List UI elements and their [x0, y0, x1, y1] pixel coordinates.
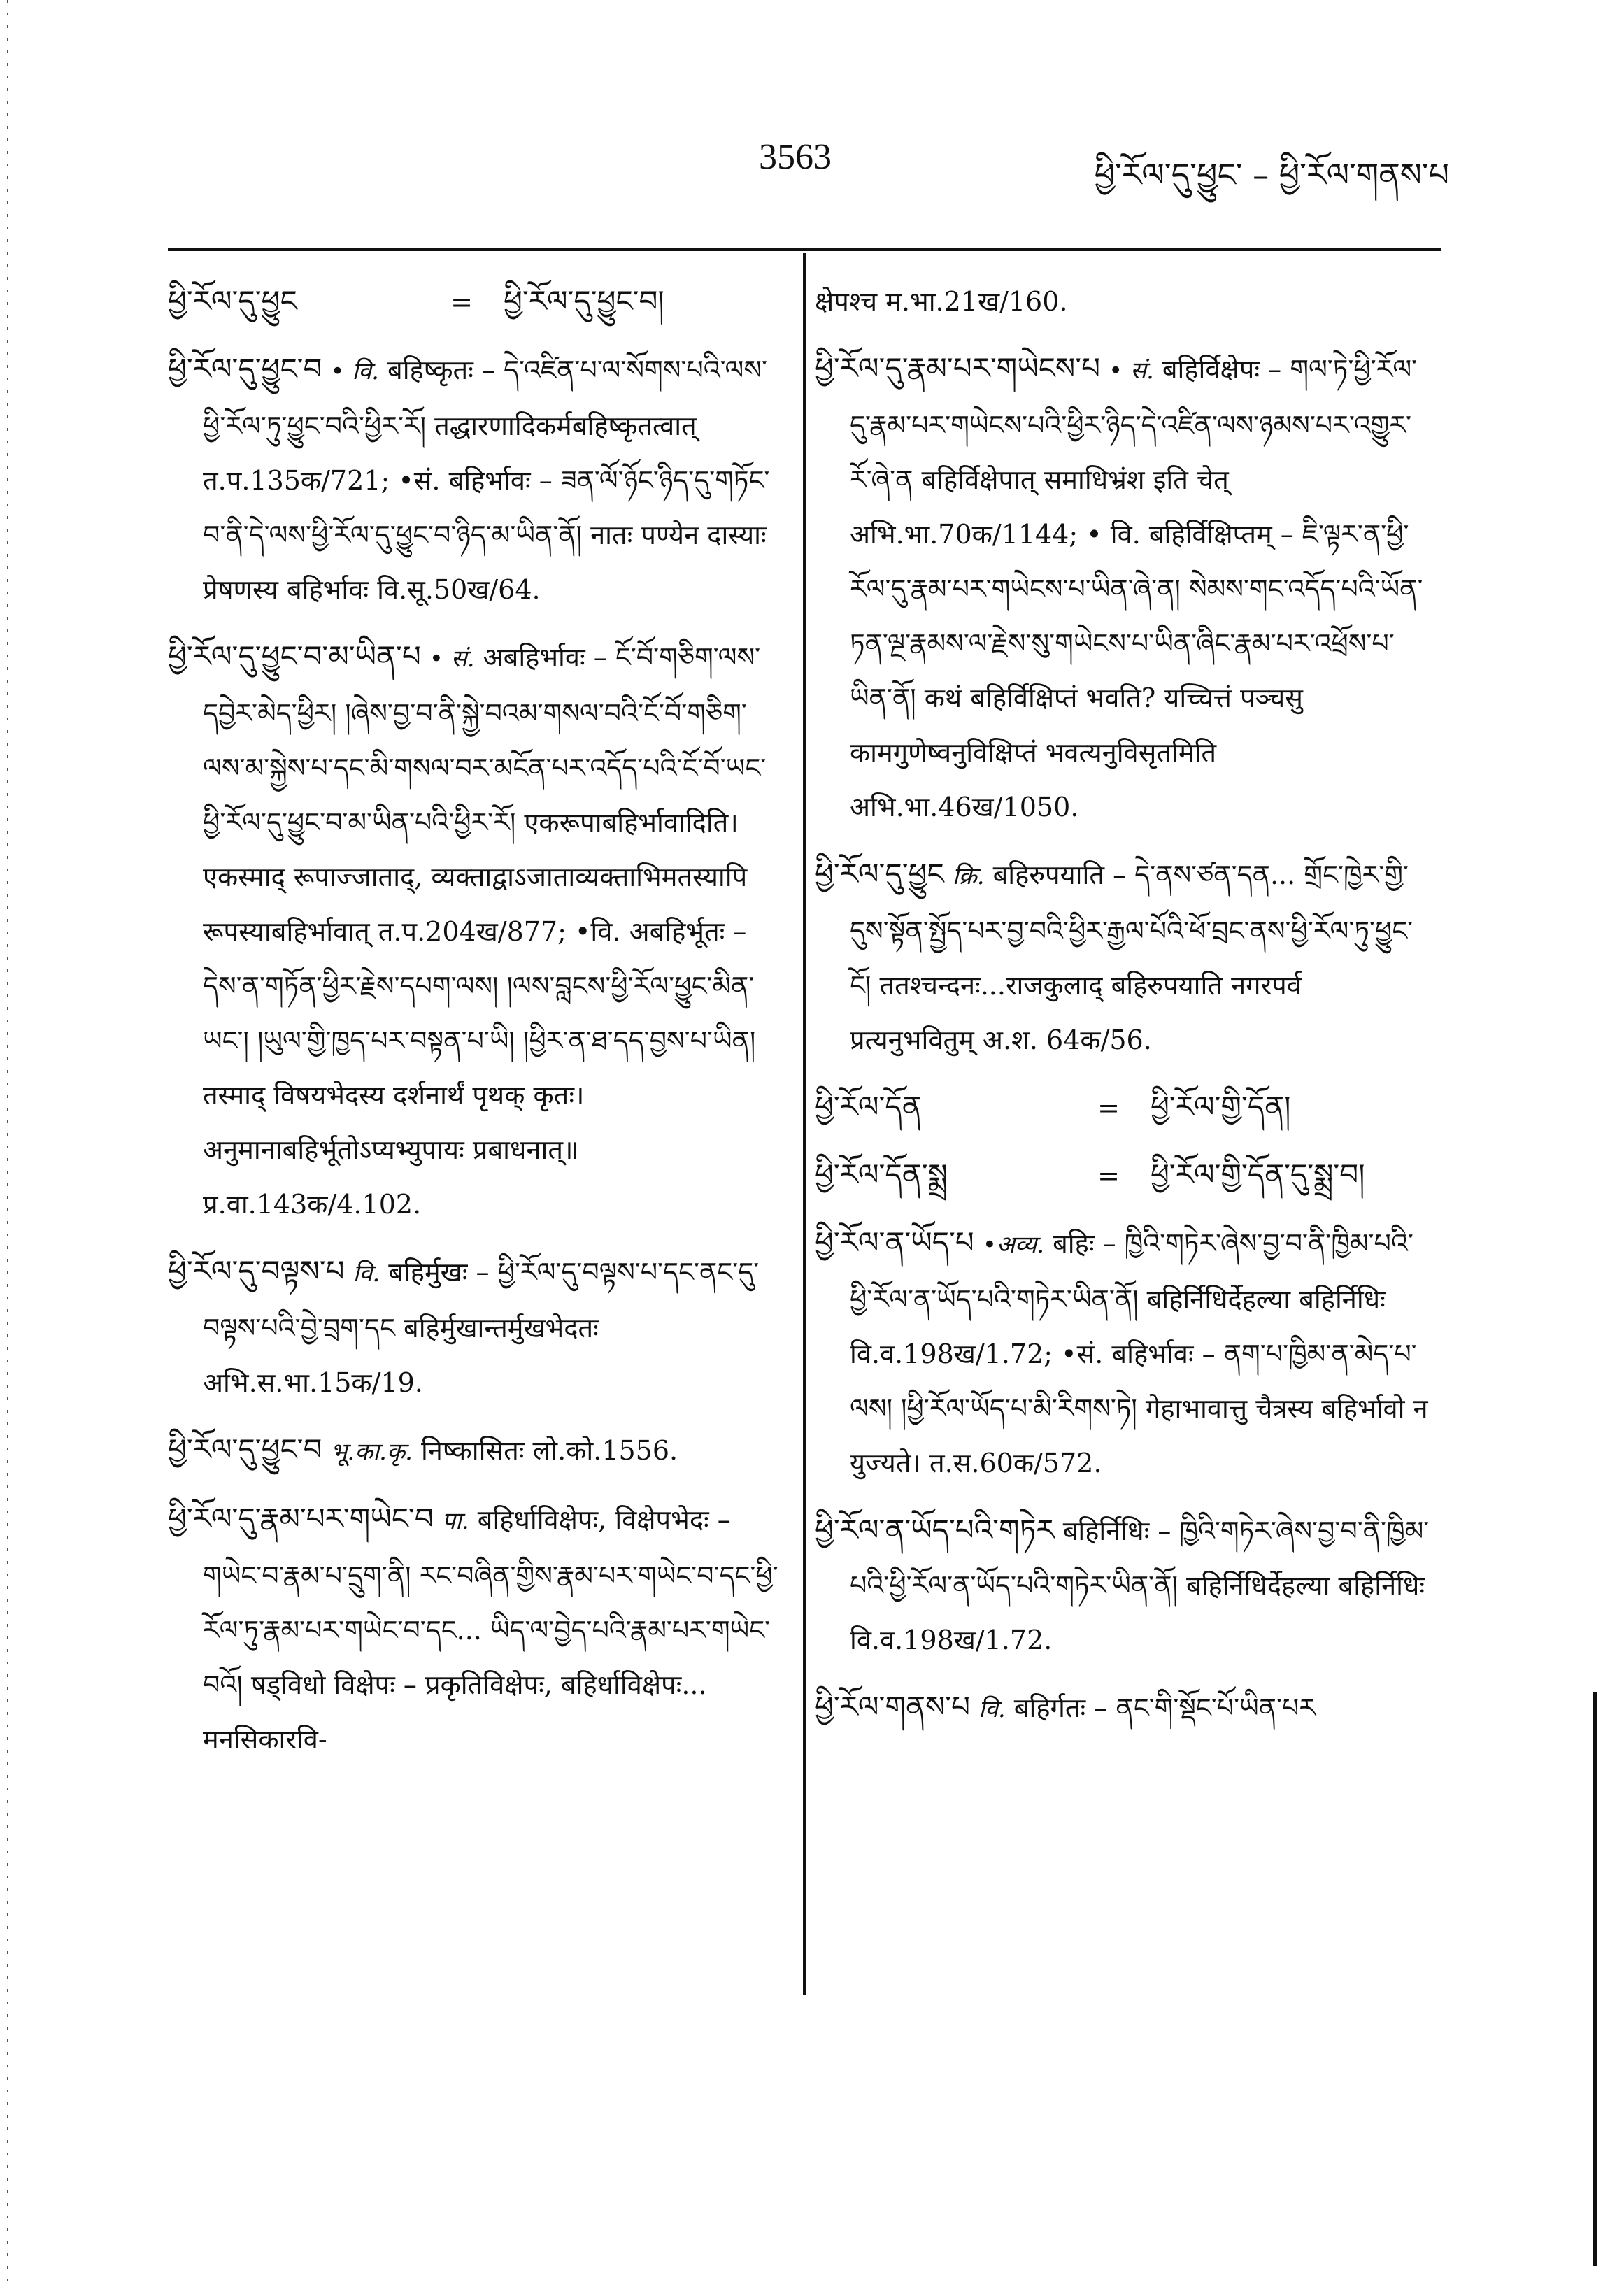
headword: ཕྱི་རོལ་དུ་ཕྱུང་བ་མ་ཡིན་པ	[168, 639, 421, 673]
cross-reference: ཕྱི་རོལ་གྱི་དོན།	[1151, 1090, 1291, 1124]
dictionary-entry	[168, 1244, 783, 1410]
dictionary-entry	[815, 1215, 1430, 1490]
xref-entry	[815, 1080, 1430, 1135]
grammar-tag: वि.	[978, 1695, 1006, 1723]
entry-body: अबहिर्भावः – ངོ་བོ་གཅིག་ལས་དབྱེར་མེད་ཕྱིར། །ཞེས་བྱ་བ་ནི་སྐྱེ་བའམ་གསལ་བའི་ངོ་བོ་གཅིག་ལས་མ་སྐྱེས་པ་དང་མི་གསལ་བར་མངོན་པར་འདོད་པའི་ངོ་བོ་ཡང་ཕྱི་རོལ་དུ་ཕྱུང་བ་མ་ཡིན་པའི་ཕྱིར་རོ། एकरूपाबहिर्भावादिति। एकस्माद् रूपाज्जाताद्, व्यक्ताद्वाऽजाताव्यक्ताभिमतस्यापि रूपस्याबहिर्भावात् त.प.204ख/877; •वि. अबहिर्भूतः – དེས་ན་གཏོན་ཕྱིར་རྗེས་དཔག་ལས། །ལས་བླངས་ཕྱི་རོལ་ཕྱུང་མིན་ཡང་། །ཡུལ་གྱི་ཁྱད་པར་བསྟན་པ་ཡི། །ཕྱིར་ན་ཐ་དད་བྱས་པ་ཡིན། तस्माद् विषयभेदस्य दर्शनार्थं पृथक् कृतः। अनुमानाबहिर्भूतोऽप्यभ्युपायः प्रबाधनात्॥ प्र.वा.143क/4.102.	[203, 642, 767, 1220]
entry-body: बहिर्विक्षेपः – གལ་ཏེ་ཕྱི་རོལ་དུ་རྣམ་པར་གཡེངས་པའི་ཕྱིར་ཉིད་དེ་འཛིན་ལས་ཉམས་པར་འགྱུར་རོ་ཞེ་ན बहिर्विक्षेपात् समाधिभ्रंश इति चेत् अभि.भा.70क/1144; • वि. बहिर्विक्षिप्तम् – ཇི་ལྟར་ན་ཕྱི་རོལ་དུ་རྣམ་པར་གཡེངས་པ་ཡིན་ཞེ་ན། སེམས་གང་འདོད་པའི་ཡོན་ཏན་ལྔ་རྣམས་ལ་རྗེས་སུ་གཡེངས་པ་ཡིན་ཞིང་རྣམ་པར་འཕྲོས་པ་ཡིན་ནོ། कथं बहिर्विक्षिप्तं भवति? यच्चित्तं पञ्चसु कामगुणेष्वनुविक्षिप्तं भवत्यनुविसृतमिति अभि.भा.46ख/1050.	[850, 354, 1423, 822]
headword: ཕྱི་རོལ་དུ་ཕྱུང	[815, 857, 944, 891]
margin-dots	[7, 0, 8, 2289]
dictionary-entry	[168, 342, 783, 617]
grammar-tag: क्रि.	[952, 862, 985, 890]
cross-reference: ཕྱི་རོལ་དུ་ཕྱུང་བ།	[504, 284, 664, 318]
left-column	[168, 274, 783, 1779]
dictionary-entry	[168, 1492, 783, 1767]
dictionary-entry	[815, 341, 1430, 834]
headword: ཕྱི་རོལ་དུ་རྣམ་པར་གཡེངས་པ	[815, 351, 1100, 385]
headword: ཕྱི་རོལ་དུ་རྣམ་པར་གཡེང་བ	[168, 1502, 434, 1536]
headword: ཕྱི་རོལ་གནས་པ	[815, 1690, 971, 1724]
headword: ཕྱི་རོལ་དུ་བལྟས་པ	[168, 1254, 345, 1288]
grammar-tag: • सं.	[1109, 357, 1154, 385]
grammar-tag: पा.	[441, 1507, 469, 1535]
entry-body: बहिरुपयाति – དེ་ནས་ཙན་དན... གྲོང་ཁྱེར་གྱི་དུས་སྟོན་སྤྱོད་པར་བྱ་བའི་ཕྱིར་རྒྱལ་པོའི་ཕོ་བྲང་ནས་ཕྱི་རོལ་ཏུ་ཕྱུང་ངོ། ततश्चन्दनः...राजकुलाद् बहिरुपयाति नगरपर्व प्रत्यनुभवितुम् अ.श. 64क/56.	[850, 860, 1413, 1055]
equals-sign: =	[1097, 1092, 1120, 1123]
margin-rule	[1593, 1692, 1597, 2266]
dictionary-entry	[815, 1680, 1430, 1737]
headword: ཕྱི་རོལ་ན་ཡོད་པ	[815, 1225, 974, 1260]
entry-body: बहिर्निधिः – ཁྱིའི་གཏེར་ཞེས་བྱ་བ་ནི་ཁྱིམ་པའི་ཕྱི་རོལ་ན་ཡོད་པའི་གཏེར་ཡིན་ནོ། बहिर्निधिर्देहल्या बहिर्निधिः वि.व.198ख/1.72.	[850, 1516, 1430, 1655]
running-head: ཕྱི་རོལ་དུ་ཕྱུང་ – ཕྱི་རོལ་གནས་པ	[1094, 156, 1449, 194]
xref-entry	[815, 1148, 1430, 1203]
entry-body: बहिः – ཁྱིའི་གཏེར་ཞེས་བྱ་བ་ནི་ཁྱིམ་པའི་ཕྱི་རོལ་ན་ཡོད་པའི་གཏེར་ཡིན་ནོ། बहिर्निधिर्देहल्या बहिर्निधिः वि.व.198ख/1.72; •सं. बहिर्भावः – ནག་པ་ཁྱིམ་ན་མེད་པ་ལས། །ཕྱི་རོལ་ཡོད་པ་མི་རིགས་ཏེ། गेहाभावात्तु चैत्रस्य बहिर्भावो न युज्यते। त.स.60क/572.	[850, 1228, 1428, 1478]
grammar-tag: वि.	[352, 1260, 380, 1288]
entry-body: बहिर्मुखः – ཕྱི་རོལ་དུ་བལྟས་པ་དང་ནང་དུ་བལྟས་པའི་བྱེ་བྲག་དང बहिर्मुखान्तर्मुखभेदतः अभि.स.भा.15क/19.	[203, 1257, 760, 1398]
dictionary-entry	[815, 847, 1430, 1067]
entry-body: बहिर्गतः – ནང་གི་སྡོང་པོ་ཡིན་པར	[1013, 1692, 1316, 1723]
grammar-tag: • वि.	[330, 357, 379, 385]
entry-body: बहिष्कृतः – དེ་འཛིན་པ་ལ་སོགས་པའི་ལས་ཕྱི་རོལ་ཏུ་ཕྱུང་བའི་ཕྱིར་རོ། तद्धारणादिकर्मबहिष्कृतत्वात् त.प.135क/721; •सं. बहिर्भावः – ཟན་ལོ་ཉོང་ཉིད་དུ་གཏོང་བ་ནི་དེ་ལས་ཕྱི་རོལ་དུ་ཕྱུང་བ་ཉིད་མ་ཡིན་ནོ། नातः पण्येन दास्याः प्रेषणस्य बहिर्भावः वि.सू.50ख/64.	[203, 355, 770, 605]
cross-reference: ཕྱི་རོལ་གྱི་དོན་དུ་སྨྲ་བ།	[1151, 1157, 1365, 1192]
headword: ཕྱི་རོལ་དུ་ཕྱུང་བ	[168, 1432, 322, 1467]
header-rule	[168, 248, 1441, 251]
grammar-tag: •अव्य.	[982, 1231, 1045, 1259]
right-column	[815, 274, 1430, 1749]
entry-body: निष्कासितः लो.को.1556.	[420, 1435, 678, 1466]
page-number: 3563	[759, 137, 832, 177]
continuation-text: क्षेपश्च म.भा.21ख/160.	[815, 286, 1068, 317]
headword: ཕྱི་རོལ་དུ་ཕྱུང	[168, 284, 297, 318]
equals-sign: =	[1097, 1160, 1120, 1191]
headword: ཕྱི་རོལ་དོན	[815, 1090, 922, 1124]
headword: ཕྱི་རོལ་ན་ཡོད་པའི་གཏེར	[815, 1513, 1055, 1547]
dictionary-entry	[168, 629, 783, 1232]
grammar-tag: • सं.	[429, 645, 475, 673]
dictionary-entry	[168, 1422, 783, 1479]
equals-sign: =	[450, 287, 473, 318]
xref-entry	[168, 274, 783, 329]
column-divider	[803, 253, 806, 1995]
entry-body: बहिर्धाविक्षेपः, विक्षेपभेदः – གཡེང་བ་རྣམ་པ་དྲུག་ནི། རང་བཞིན་གྱིས་རྣམ་པར་གཡེང་བ་དང་ཕྱི་རོལ་ཏུ་རྣམ་པར་གཡེང་བ་དང... ཡིད་ལ་བྱེད་པའི་རྣམ་པར་གཡེང་བའོ། षड्विधो विक्षेपः – प्रकृतिविक्षेपः, बहिर्धाविक्षेपः... मनसिकारवि-	[203, 1504, 778, 1755]
grammar-tag: भू.का.कृ.	[330, 1438, 413, 1466]
headword: ཕྱི་རོལ་དོན་སྨྲ	[815, 1157, 948, 1192]
dictionary-entry	[815, 1503, 1430, 1667]
headword: ཕྱི་རོལ་དུ་ཕྱུང་བ	[168, 352, 322, 386]
